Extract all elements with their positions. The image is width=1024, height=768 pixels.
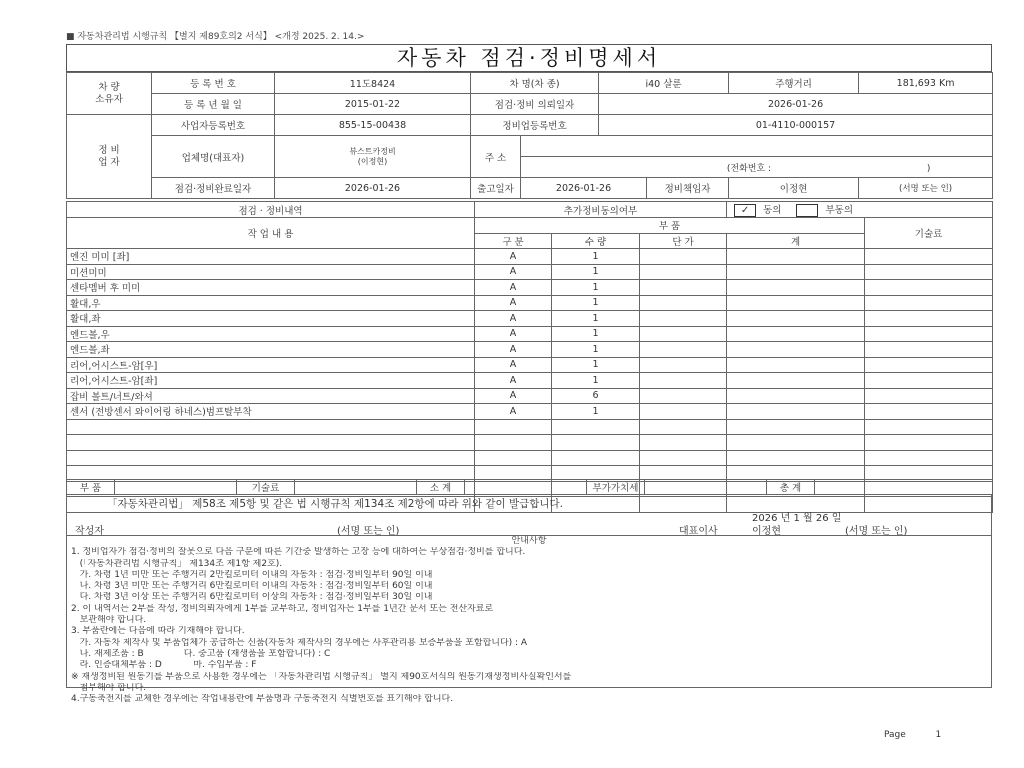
item-labor xyxy=(865,342,993,358)
complete-date-label: 점검·정비완료일자 xyxy=(152,178,275,199)
note-line: 3. 부품란에는 다음에 따라 기재해야 합니다. xyxy=(71,626,245,637)
manager-name: 이정현 xyxy=(729,178,859,199)
note-line: 첨부해야 합니다. xyxy=(71,682,147,693)
item-name: 활대,좌 xyxy=(67,311,475,327)
subtotal-label: 소 계 xyxy=(417,480,465,495)
labor-label: 기술료 xyxy=(865,218,993,249)
item-qty: 1 xyxy=(552,357,640,373)
table-row xyxy=(67,249,993,265)
rep-name: 이정현 xyxy=(752,526,781,537)
history-label: 점검 · 정비내역 xyxy=(67,202,475,218)
reg-date-value: 2015-01-22 xyxy=(275,94,471,115)
vat-label: 부가가치세 xyxy=(587,480,645,495)
item-qty: 1 xyxy=(552,404,640,420)
note-line: 가. 자동차 제작사 및 부품업체가 공급하는 신품(자동차 제작사의 경우에는 사후관리용 보증부품을 포함합니다) : A xyxy=(71,637,528,648)
item-type xyxy=(475,435,552,451)
mileage-value: 181,693 Km xyxy=(859,73,993,94)
page-footer xyxy=(884,730,941,740)
item-name: 활대,우 xyxy=(67,295,475,311)
item-labor xyxy=(865,280,993,296)
parts-label: 부 품 xyxy=(475,218,865,234)
work-items xyxy=(67,249,993,513)
phone-row xyxy=(521,157,993,178)
table-row xyxy=(67,280,993,296)
vat-value xyxy=(645,480,767,495)
total-labor-value xyxy=(295,480,417,495)
item-labor xyxy=(865,357,993,373)
total-parts-label: 부 품 xyxy=(67,480,115,495)
item-total xyxy=(727,450,865,466)
page-label: Page xyxy=(884,730,906,740)
item-labor xyxy=(865,419,993,435)
item-unit-price xyxy=(640,264,727,280)
note-line: 다. 차령 3년 이상 또는 주행거리 6만킬로미터 이상의 자동차 : 점검·정비일부터 30일 이내 xyxy=(71,592,433,603)
item-qty: 1 xyxy=(552,311,640,327)
item-unit-price xyxy=(640,435,727,451)
table-row xyxy=(67,326,993,342)
item-total xyxy=(727,435,865,451)
reg-no-value: 11도8424 xyxy=(275,73,471,94)
item-unit-price xyxy=(640,450,727,466)
item-type: A xyxy=(475,311,552,327)
item-total xyxy=(727,249,865,265)
item-qty: 1 xyxy=(552,342,640,358)
item-labor xyxy=(865,311,993,327)
item-total xyxy=(727,419,865,435)
item-type xyxy=(475,450,552,466)
item-name: 엔드볼,좌 xyxy=(67,342,475,358)
item-unit-price xyxy=(640,388,727,404)
company-rep: (이정현) xyxy=(357,156,388,166)
note-line: (「자동차관리법 시행규칙」 제134조 제1항 제2호). xyxy=(71,558,283,569)
manager-label: 정비책임자 xyxy=(647,178,729,199)
shop-section-label: 정 비 업 자 xyxy=(67,115,152,199)
mileage-label: 주행거리 xyxy=(729,73,859,94)
item-unit-price xyxy=(640,295,727,311)
item-total xyxy=(727,342,865,358)
form-header: ■ 자동차관리법 시행규칙 【별지 제89호의2 서식】 <개정 2025. 2. 14.> xyxy=(66,32,365,42)
table-row xyxy=(67,357,993,373)
item-unit-price xyxy=(640,249,727,265)
note-line: 2. 이 내역서는 2부를 작성, 정비의뢰자에게 1부를 교부하고, 정비업자는 1부를 1년간 문서 또는 전산자료로 xyxy=(71,603,494,614)
item-type: A xyxy=(475,342,552,358)
item-total xyxy=(727,280,865,296)
item-name: 잡비 볼트/너트/와셔 xyxy=(67,388,475,404)
item-total xyxy=(727,388,865,404)
item-name xyxy=(67,435,475,451)
address-label: 주 소 xyxy=(471,136,521,178)
item-unit-price xyxy=(640,326,727,342)
total-parts-value xyxy=(115,480,237,495)
item-type: A xyxy=(475,326,552,342)
item-name xyxy=(67,419,475,435)
item-labor xyxy=(865,373,993,389)
item-qty xyxy=(552,419,640,435)
note-line: 1. 정비업자가 점검·정비의 잘못으로 다음 구분에 따른 기간중 발생하는 고장 등에 대하여는 무상점검·정비를 합니다. xyxy=(71,547,526,558)
note-line: 나. 차령 3년 미만 또는 주행거리 6만킬로미터 이내의 자동차 : 점검·정비일부터 60일 이내 xyxy=(71,581,433,592)
item-type: A xyxy=(475,295,552,311)
biz-no-label: 사업자등록번호 xyxy=(152,115,275,136)
col-type: 구 분 xyxy=(475,233,552,249)
item-unit-price xyxy=(640,404,727,420)
request-date-value: 2026-01-26 xyxy=(599,94,993,115)
totals-table xyxy=(66,479,993,495)
table-row xyxy=(67,373,993,389)
company-value xyxy=(275,136,471,178)
statement-box xyxy=(66,494,992,536)
table-row xyxy=(67,404,993,420)
release-date-label: 출고일자 xyxy=(471,178,521,199)
table-row xyxy=(67,450,993,466)
agree-checkbox[interactable]: ✓ xyxy=(734,204,756,217)
item-name: 엔드볼,우 xyxy=(67,326,475,342)
item-total xyxy=(727,373,865,389)
item-qty: 6 xyxy=(552,388,640,404)
table-row xyxy=(67,435,993,451)
item-unit-price xyxy=(640,342,727,358)
document-title: 자동차 점검·정비명세서 xyxy=(66,44,992,72)
biz-no-value: 855-15-00438 xyxy=(275,115,471,136)
page-number: 1 xyxy=(935,730,942,740)
notes-box xyxy=(66,536,992,705)
reg-no-label: 등 록 번 호 xyxy=(152,73,275,94)
item-total xyxy=(727,311,865,327)
item-unit-price xyxy=(640,311,727,327)
item-qty: 1 xyxy=(552,249,640,265)
owner-section-label: 차 량 소유자 xyxy=(67,73,152,115)
item-type: A xyxy=(475,388,552,404)
total-labor-label: 기술료 xyxy=(237,480,295,495)
work-table xyxy=(66,201,993,513)
item-name: 리어,어시스트-암[좌] xyxy=(67,373,475,389)
item-type: A xyxy=(475,373,552,389)
rep-label: 대표이사 xyxy=(679,526,718,537)
item-name: 미션미미 xyxy=(67,264,475,280)
writer-sign: (서명 또는 인) xyxy=(337,526,400,537)
item-total xyxy=(727,295,865,311)
item-total xyxy=(727,326,865,342)
statement-text: 「자동차관리법」 제58조 제5항 및 같은 법 시행규칙 제134조 제2항에 따라 위와 같이 발급합니다. xyxy=(107,498,564,510)
table-row xyxy=(67,264,993,280)
item-qty: 1 xyxy=(552,295,640,311)
address-value xyxy=(521,136,993,157)
model-value: i40 살룬 xyxy=(599,73,729,94)
shop-reg-value: 01-4110-000157 xyxy=(599,115,993,136)
work-label: 작 업 내 용 xyxy=(67,218,475,249)
item-qty: 1 xyxy=(552,326,640,342)
item-type: A xyxy=(475,357,552,373)
table-row xyxy=(67,295,993,311)
rep-sign: (서명 또는 인) xyxy=(845,526,908,537)
note-line: 가. 차령 1년 미만 또는 주행거리 2만킬로미터 이내의 자동차 : 점검·정비일부터 90일 이내 xyxy=(71,569,433,580)
consent-options xyxy=(727,202,993,218)
notes-title: 안내사항 xyxy=(511,536,547,546)
item-type xyxy=(475,419,552,435)
agree-label: 동의 xyxy=(763,205,782,216)
item-qty: 1 xyxy=(552,264,640,280)
shop-reg-label: 정비업등록번호 xyxy=(471,115,599,136)
model-label: 차 명(차 종) xyxy=(471,73,599,94)
table-row xyxy=(67,311,993,327)
item-type: A xyxy=(475,404,552,420)
item-total xyxy=(727,264,865,280)
item-name xyxy=(67,450,475,466)
item-qty xyxy=(552,435,640,451)
company-name: 뷰스트카정비 xyxy=(349,146,396,156)
col-total: 계 xyxy=(727,233,865,249)
item-labor xyxy=(865,326,993,342)
item-unit-price xyxy=(640,357,727,373)
item-qty xyxy=(552,450,640,466)
info-table xyxy=(66,72,993,199)
item-unit-price xyxy=(640,280,727,296)
statement-date: 2026 년 1 월 26 일 xyxy=(752,513,842,524)
item-name: 센타멤버 후 미미 xyxy=(67,280,475,296)
table-row xyxy=(67,419,993,435)
item-unit-price xyxy=(640,373,727,389)
item-unit-price xyxy=(640,419,727,435)
item-labor xyxy=(865,249,993,265)
item-labor xyxy=(865,450,993,466)
request-date-label: 점검·정비 의뢰일자 xyxy=(471,94,599,115)
item-total xyxy=(727,404,865,420)
table-row xyxy=(67,342,993,358)
item-labor xyxy=(865,404,993,420)
manager-sign: (서명 또는 인) xyxy=(859,178,993,199)
item-qty: 1 xyxy=(552,280,640,296)
col-unit: 단 가 xyxy=(640,233,727,249)
item-type: A xyxy=(475,264,552,280)
disagree-checkbox[interactable] xyxy=(796,204,818,217)
phone-close: ) xyxy=(926,163,931,174)
complete-date-value: 2026-01-26 xyxy=(275,178,471,199)
note-line: ※ 재생정비된 원동기를 부품으로 사용한 경우에는 「자동차관리법 시행규칙」 별지 제90호서식의 원동기재생정비사실확인서를 xyxy=(71,671,572,682)
grand-total-label: 총 계 xyxy=(767,480,815,495)
item-name: 센서 (전방센서 와이어링 하네스)범프탈부착 xyxy=(67,404,475,420)
col-qty: 수 량 xyxy=(552,233,640,249)
disagree-label: 부동의 xyxy=(825,205,854,216)
notes-lines xyxy=(71,547,987,705)
table-row xyxy=(67,388,993,404)
subtotal-value xyxy=(465,480,587,495)
phone-label: (전화번호 : xyxy=(726,163,772,174)
note-line: 4.구동축전지를 교체한 경우에는 작업내용란에 부품명과 구동축전지 식별번호를 표기해야 합니다. xyxy=(71,694,454,705)
item-total xyxy=(727,357,865,373)
consent-label: 추가정비동의여부 xyxy=(475,202,727,218)
item-labor xyxy=(865,264,993,280)
note-line: 나. 재제조품 : B 다. 중고품 (재생품을 포함합니다) : C xyxy=(71,648,331,659)
release-date-value: 2026-01-26 xyxy=(521,178,647,199)
item-name: 리어,어시스트-암[우] xyxy=(67,357,475,373)
item-labor xyxy=(865,388,993,404)
company-label: 업체명(대표자) xyxy=(152,136,275,178)
item-type: A xyxy=(475,249,552,265)
item-name: 엔진 미미 [좌] xyxy=(67,249,475,265)
grand-total-value xyxy=(815,480,993,495)
item-labor xyxy=(865,435,993,451)
note-line: 보관해야 합니다. xyxy=(71,615,147,626)
writer-label: 작성자 xyxy=(75,526,104,537)
reg-date-label: 등 록 년 월 일 xyxy=(152,94,275,115)
note-line: 라. 인증대체부품 : D 마. 수입부품 : F xyxy=(71,660,257,671)
item-type: A xyxy=(475,280,552,296)
item-labor xyxy=(865,295,993,311)
item-qty: 1 xyxy=(552,373,640,389)
